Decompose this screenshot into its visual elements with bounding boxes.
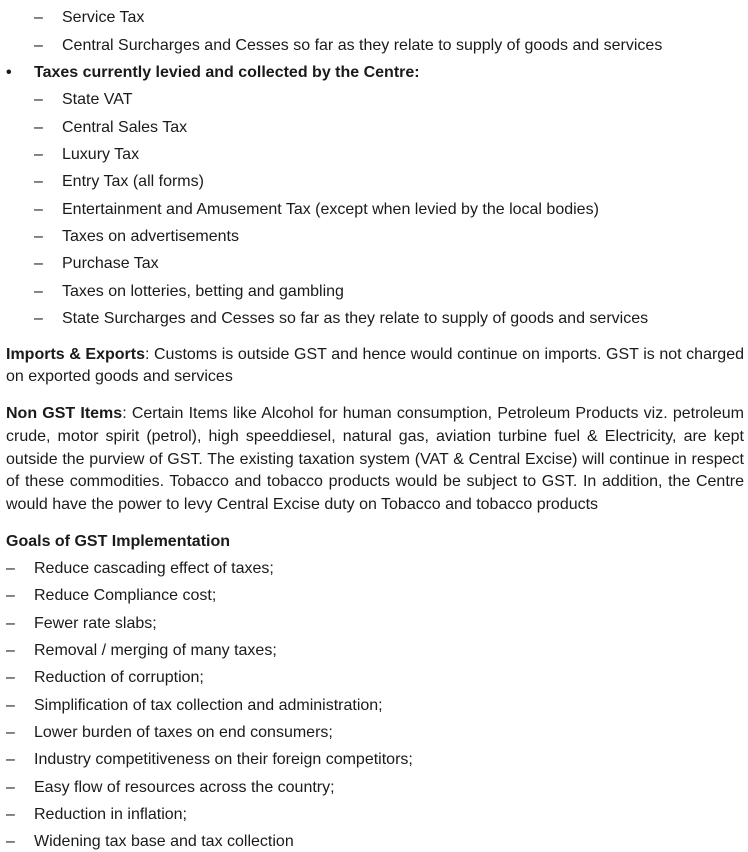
list-dash: –: [34, 310, 43, 327]
goal-item: Reduce Compliance cost;: [34, 587, 217, 604]
list-dash: –: [6, 669, 15, 686]
list-dash: –: [34, 255, 43, 272]
list-dash: –: [6, 560, 15, 577]
list-dash: –: [6, 806, 15, 823]
list-item: Taxes on lotteries, betting and gambling: [62, 283, 344, 300]
goal-item: Lower burden of taxes on end consumers;: [34, 724, 333, 741]
list-item: Central Sales Tax: [62, 119, 188, 136]
non-gst-paragraph: [6, 403, 744, 517]
list-item: Service Tax: [62, 9, 145, 26]
goal-item: Fewer rate slabs;: [34, 615, 157, 632]
bullet-icon: •: [6, 64, 12, 81]
goal-item: Widening tax base and tax collection: [34, 833, 294, 850]
non-gst-text: : Certain Items like Alcohol for human consumption, Petroleum Products viz. petroleum crude, motor spirit (petrol), high speeddiesel, natural gas, aviation turbine fuel & Electricity, are kept outside the purview of GST. The existing taxation system (VAT & Central Excise) will continue in respect of these commodities. Tobacco and tobacco products would be subject to GST. In addition, the Centre would have the power to levy Central Excise duty on Tobacco and tobacco products: [6, 405, 745, 514]
list-dash: –: [6, 751, 15, 768]
list-dash: –: [34, 37, 43, 54]
goal-item: Industry competitiveness on their foreign competitors;: [34, 751, 413, 768]
goal-item: Reduction in inflation;: [34, 806, 187, 823]
list-dash: –: [6, 724, 15, 741]
goal-item: Simplification of tax collection and administration;: [34, 697, 383, 714]
imports-exports-label: Imports & Exports: [6, 346, 145, 363]
list-dash: –: [6, 615, 15, 632]
imports-exports-text: : Customs is outside GST and hence would continue on imports. GST is not charged on exported goods and services: [6, 346, 744, 386]
imports-exports-paragraph: [6, 344, 744, 388]
non-gst-label: Non GST Items: [6, 405, 123, 422]
list-item: Taxes on advertisements: [62, 228, 239, 245]
list-item: Purchase Tax: [62, 255, 159, 272]
list-dash: –: [34, 9, 43, 26]
list-dash: –: [6, 642, 15, 659]
goal-item: Reduce cascading effect of taxes;: [34, 560, 274, 577]
list-dash: –: [34, 119, 43, 136]
goal-item: Easy flow of resources across the country;: [34, 779, 335, 796]
list-dash: –: [34, 228, 43, 245]
goal-item: Removal / merging of many taxes;: [34, 642, 277, 659]
list-dash: –: [6, 833, 15, 850]
list-dash: –: [6, 779, 15, 796]
list-item: Entry Tax (all forms): [62, 173, 204, 190]
list-item: Central Surcharges and Cesses so far as they relate to supply of goods and services: [62, 37, 663, 54]
list-dash: –: [34, 283, 43, 300]
list-item: Entertainment and Amusement Tax (except when levied by the local bodies): [62, 201, 599, 218]
section-heading: Taxes currently levied and collected by the Centre:: [34, 64, 420, 81]
list-dash: –: [34, 173, 43, 190]
list-item: Luxury Tax: [62, 146, 140, 163]
list-item: State VAT: [62, 91, 133, 108]
goals-heading: Goals of GST Implementation: [6, 533, 231, 550]
list-dash: –: [34, 91, 43, 108]
list-dash: –: [34, 146, 43, 163]
list-dash: –: [6, 587, 15, 604]
goal-item: Reduction of corruption;: [34, 669, 204, 686]
list-dash: –: [34, 201, 43, 218]
list-item: State Surcharges and Cesses so far as they relate to supply of goods and services: [62, 310, 649, 327]
list-dash: –: [6, 697, 15, 714]
